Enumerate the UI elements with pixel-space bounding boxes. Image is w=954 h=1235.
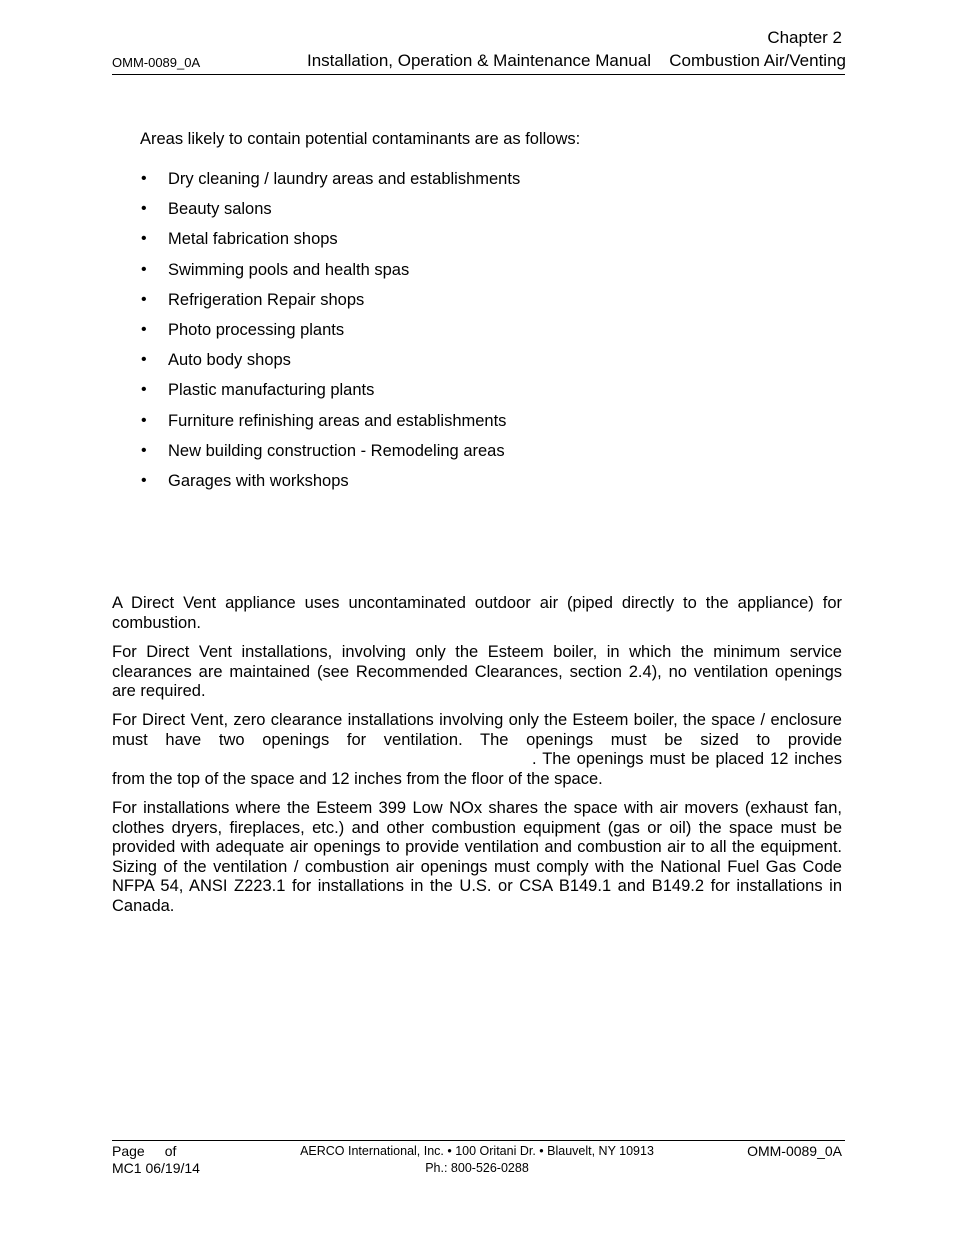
bullet-icon: •	[141, 320, 147, 338]
list-item-text: Metal fabrication shops	[168, 230, 338, 249]
list-item	[112, 319, 812, 349]
list-item	[112, 410, 812, 440]
paragraph-zero-clearance-start: For Direct Vent, zero clearance installations involving only the Esteem boiler, the space / enclosure must have two openings for ventilation. The openings must be sized to provide	[112, 711, 842, 749]
footer-doc-number: OMM-0089_0A	[747, 1143, 842, 1159]
list-item	[112, 379, 812, 409]
list-item-text: Dry cleaning / laundry areas and establishments	[168, 170, 521, 188]
bullet-icon: •	[141, 290, 147, 308]
paragraph-direct-vent: A Direct Vent appliance uses uncontaminated outdoor air (piped directly to the appliance) for combustion.	[112, 594, 842, 632]
list-item	[112, 228, 812, 258]
footer-revision: MC1 06/19/14	[112, 1160, 200, 1176]
list-item-text: Plastic manufacturing plants	[168, 381, 375, 400]
list-item	[112, 168, 812, 198]
list-item-text: Auto body shops	[168, 351, 291, 370]
list-item	[112, 349, 812, 379]
list-item-text: Beauty salons	[168, 200, 272, 219]
list-item-text: Garages with workshops	[168, 471, 349, 490]
list-item-text: Refrigeration Repair shops	[168, 290, 365, 309]
bullet-icon: •	[141, 200, 147, 218]
bullet-icon: •	[141, 441, 147, 459]
bullet-icon: •	[141, 230, 147, 248]
footer-company	[260, 1143, 694, 1177]
list-item	[112, 470, 812, 500]
paragraph-shared-space: For installations where the Esteem 399 Low NOx shares the space with air movers (exhaust fan, clothes dryers, fireplaces, etc.) and other combustion equipment (gas or oil) the space must be provided with adequate air openings to provide ventilation and combustion air to all the equipment. Sizing of the ventilation / combustion air openings must comply with the National Fuel Gas Code NFPA 54, ANSI Z223.1 for installations in the U.S. or CSA B149.1 and B149.2 for installations in Canada.	[112, 799, 842, 915]
list-item	[112, 259, 812, 289]
bullet-icon: •	[141, 351, 147, 369]
paragraph-direct-vent-installations: For Direct Vent installations, involving only the Esteem boiler, in which the minimum service clearances are maintained (see Recommended Clearances, section 2.4), no ventilation openings are required.	[112, 643, 842, 701]
bullet-icon: •	[141, 471, 147, 489]
header-divider	[112, 74, 845, 75]
list-item	[112, 289, 812, 319]
footer-page-label: Page	[112, 1143, 145, 1159]
list-item	[112, 198, 812, 228]
list-item-text: New building construction - Remodeling areas	[168, 441, 505, 460]
bullet-icon: •	[141, 170, 147, 187]
contaminant-areas-list	[112, 168, 812, 500]
header-manual-title: Installation, Operation & Maintenance Manual	[307, 51, 651, 70]
bullet-icon: •	[141, 260, 147, 278]
footer-company-line: AERCO International, Inc. • 100 Oritani Dr. • Blauvelt, NY 10913	[300, 1144, 654, 1158]
intro-text: Areas likely to contain potential contaminants are as follows:	[140, 130, 581, 148]
list-item-text: Photo processing plants	[168, 320, 345, 339]
footer-page-info	[112, 1143, 200, 1177]
list-item	[112, 440, 812, 470]
header-section: Combustion Air/Venting	[669, 51, 846, 70]
bullet-icon: •	[141, 411, 147, 429]
bullet-icon: •	[141, 381, 147, 399]
paragraph-zero-clearance	[112, 711, 842, 789]
list-item-text: Furniture refinishing areas and establishments	[168, 411, 507, 430]
paragraph-zero-clearance-end: . The openings must be placed 12 inches from the top of the space and 12 inches from the floor of the space.	[112, 750, 842, 788]
footer-divider	[112, 1140, 845, 1141]
footer-of-label: of	[164, 1143, 177, 1159]
footer-phone-line: Ph.: 800-526-0288	[425, 1161, 529, 1175]
list-item-text: Swimming pools and health spas	[168, 260, 410, 279]
header-doc-number: OMM-0089_0A	[112, 55, 201, 70]
header-chapter: Chapter 2	[767, 28, 842, 47]
